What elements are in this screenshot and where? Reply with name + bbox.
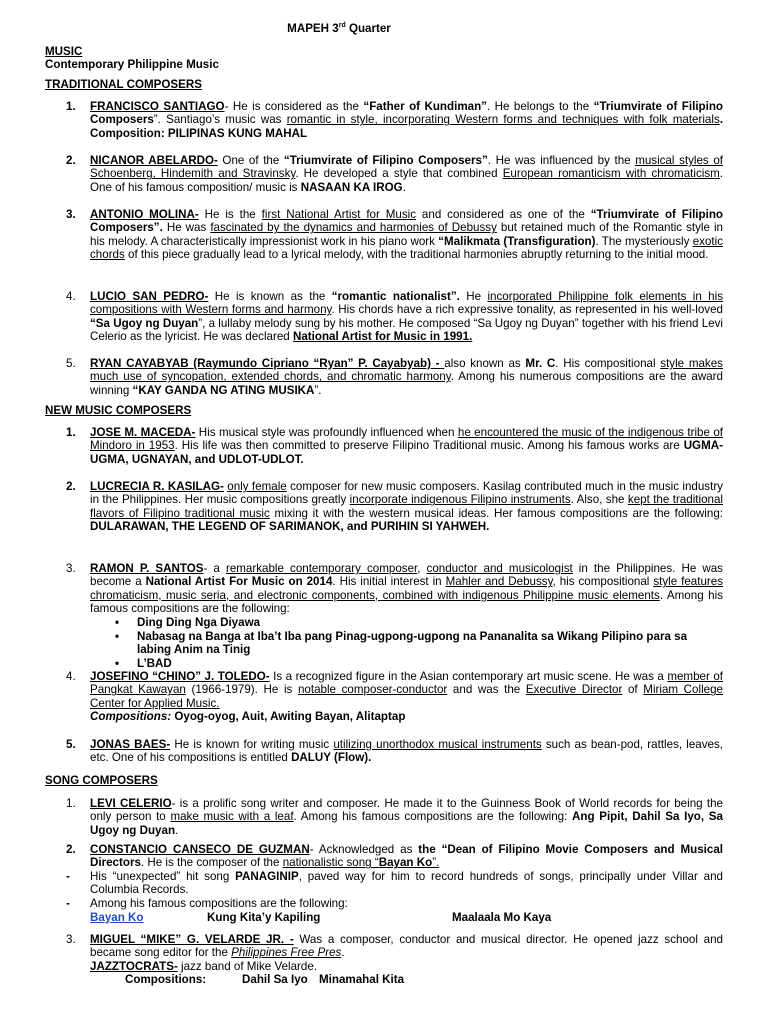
topic-heading: Contemporary Philippine Music	[45, 58, 219, 71]
section-new-music: NEW MUSIC COMPOSERS	[45, 404, 192, 417]
section-traditional: TRADITIONAL COMPOSERS	[45, 78, 202, 91]
subject-heading: MUSIC	[45, 45, 83, 58]
section-song: SONG COMPOSERS	[45, 774, 158, 787]
bayan-ko-link[interactable]: Bayan Ko	[90, 911, 144, 924]
document-title: MAPEH 3rd Quarter	[287, 22, 391, 35]
